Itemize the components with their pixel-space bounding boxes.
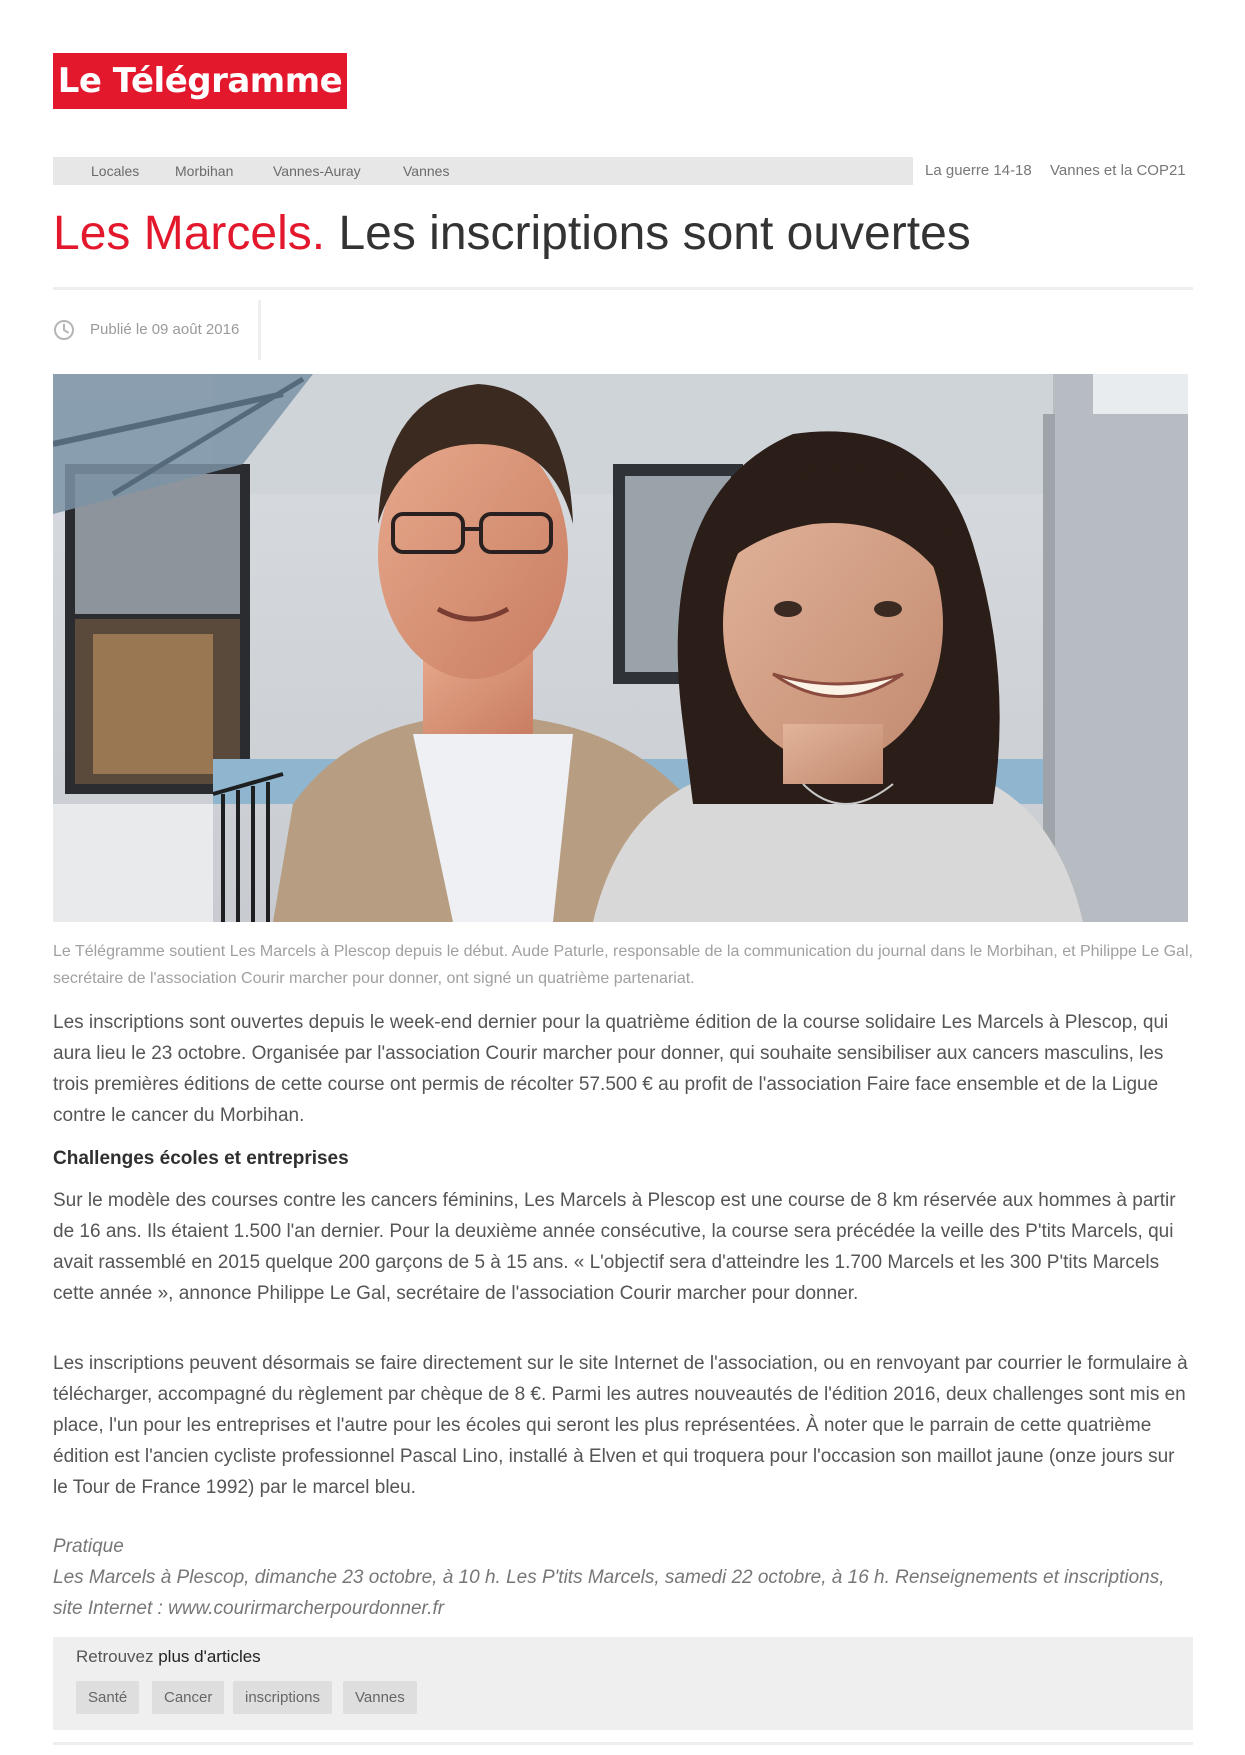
- article-kicker: Les Marcels.: [53, 207, 326, 260]
- footer-divider: [53, 1742, 1193, 1745]
- breadcrumb-locales[interactable]: Locales: [91, 163, 140, 179]
- topic-link-cop21[interactable]: Vannes et la COP21: [1050, 162, 1186, 179]
- breadcrumb-vannes-auray[interactable]: Vannes-Auray: [273, 163, 361, 179]
- breadcrumb-morbihan[interactable]: Morbihan: [175, 163, 234, 179]
- topic-link-guerre-14-18[interactable]: La guerre 14-18: [925, 162, 1032, 179]
- related-tags-prefix: Retrouvez: [76, 1647, 154, 1666]
- article-photo: [53, 374, 1188, 922]
- title-divider: [53, 287, 1193, 290]
- article-title-text: Les inscriptions sont ouvertes: [338, 207, 971, 260]
- practical-info: Les Marcels à Plescop, dimanche 23 octobre, à 10 h. Les P'tits Marcels, samedi 22 octobre, à 16 h. Renseignements et inscriptions, site Internet : www.courirmarcherpourdonner.fr: [53, 1567, 1165, 1619]
- tag-cancer[interactable]: Cancer: [152, 1681, 224, 1714]
- related-tags-heading: [76, 1647, 261, 1667]
- clock-icon: [53, 319, 75, 341]
- article-intro: Les inscriptions sont ouvertes depuis le week-end dernier pour la quatrième édition de la course solidaire Les Marcels à Plescop, qui aura lieu le 23 octobre. Organisée par l'association Courir marcher pour donner, qui souhaite sensibiliser aux cancers masculins, les trois premières éditions de cette course ont permis de récolter 57.500 € au profit de l'association Faire face ensemble et de la Ligue contre le cancer du Morbihan.: [53, 1012, 1169, 1126]
- tag-vannes[interactable]: Vannes: [343, 1681, 417, 1714]
- related-tags-strong: plus d'articles: [158, 1647, 261, 1666]
- site-logo[interactable]: Le Télégramme: [53, 53, 347, 109]
- publication-date: Publié le 09 août 2016: [90, 321, 240, 338]
- article-title: [53, 202, 1193, 266]
- publication-info: [53, 300, 261, 360]
- photo-caption: Le Télégramme soutient Les Marcels à Plescop depuis le début. Aude Paturle, responsable de la communication du journal dans le Morbihan, et Philippe Le Gal, secrétaire de l'association Courir marcher pour donner, ont signé un quatrième partenariat.: [53, 943, 1193, 987]
- tag-sante[interactable]: Santé: [76, 1681, 139, 1714]
- breadcrumb-vannes[interactable]: Vannes: [403, 163, 450, 179]
- article-paragraph: Sur le modèle des courses contre les cancers féminins, Les Marcels à Plescop est une course de 8 km réservée aux hommes à partir de 16 ans. Ils étaient 1.500 l'an dernier. Pour la deuxième année consécutive, la course sera précédée la veille des P'tits Marcels, qui avait rassemblé en 2015 quelque 200 garçons de 5 à 15 ans. « L'objectif sera d'atteindre les 1.700 Marcels et les 300 P'tits Marcels cette année », annonce Philippe Le Gal, secrétaire de l'association Courir marcher pour donner.: [53, 1190, 1176, 1304]
- related-tags-box: [53, 1637, 1193, 1730]
- practical-label: Pratique: [53, 1536, 124, 1557]
- tag-inscriptions[interactable]: inscriptions: [233, 1681, 332, 1714]
- article-subheading: Challenges écoles et entreprises: [53, 1148, 349, 1169]
- article-paragraph: Les inscriptions peuvent désormais se faire directement sur le site Internet de l'association, ou en renvoyant par courrier le formulaire à télécharger, accompagné du règlement par chèque de 8 €. Parmi les autres nouveautés de l'édition 2016, deux challenges sont mis en place, l'un pour les entreprises et l'autre pour les écoles qui seront les plus représentées. À noter que le parrain de cette quatrième édition est l'ancien cycliste professionnel Pascal Lino, installé à Elven et qui troquera pour l'occasion son maillot jaune (onze jours sur le Tour de France 1992) par le marcel bleu.: [53, 1353, 1188, 1498]
- breadcrumb: [53, 157, 913, 185]
